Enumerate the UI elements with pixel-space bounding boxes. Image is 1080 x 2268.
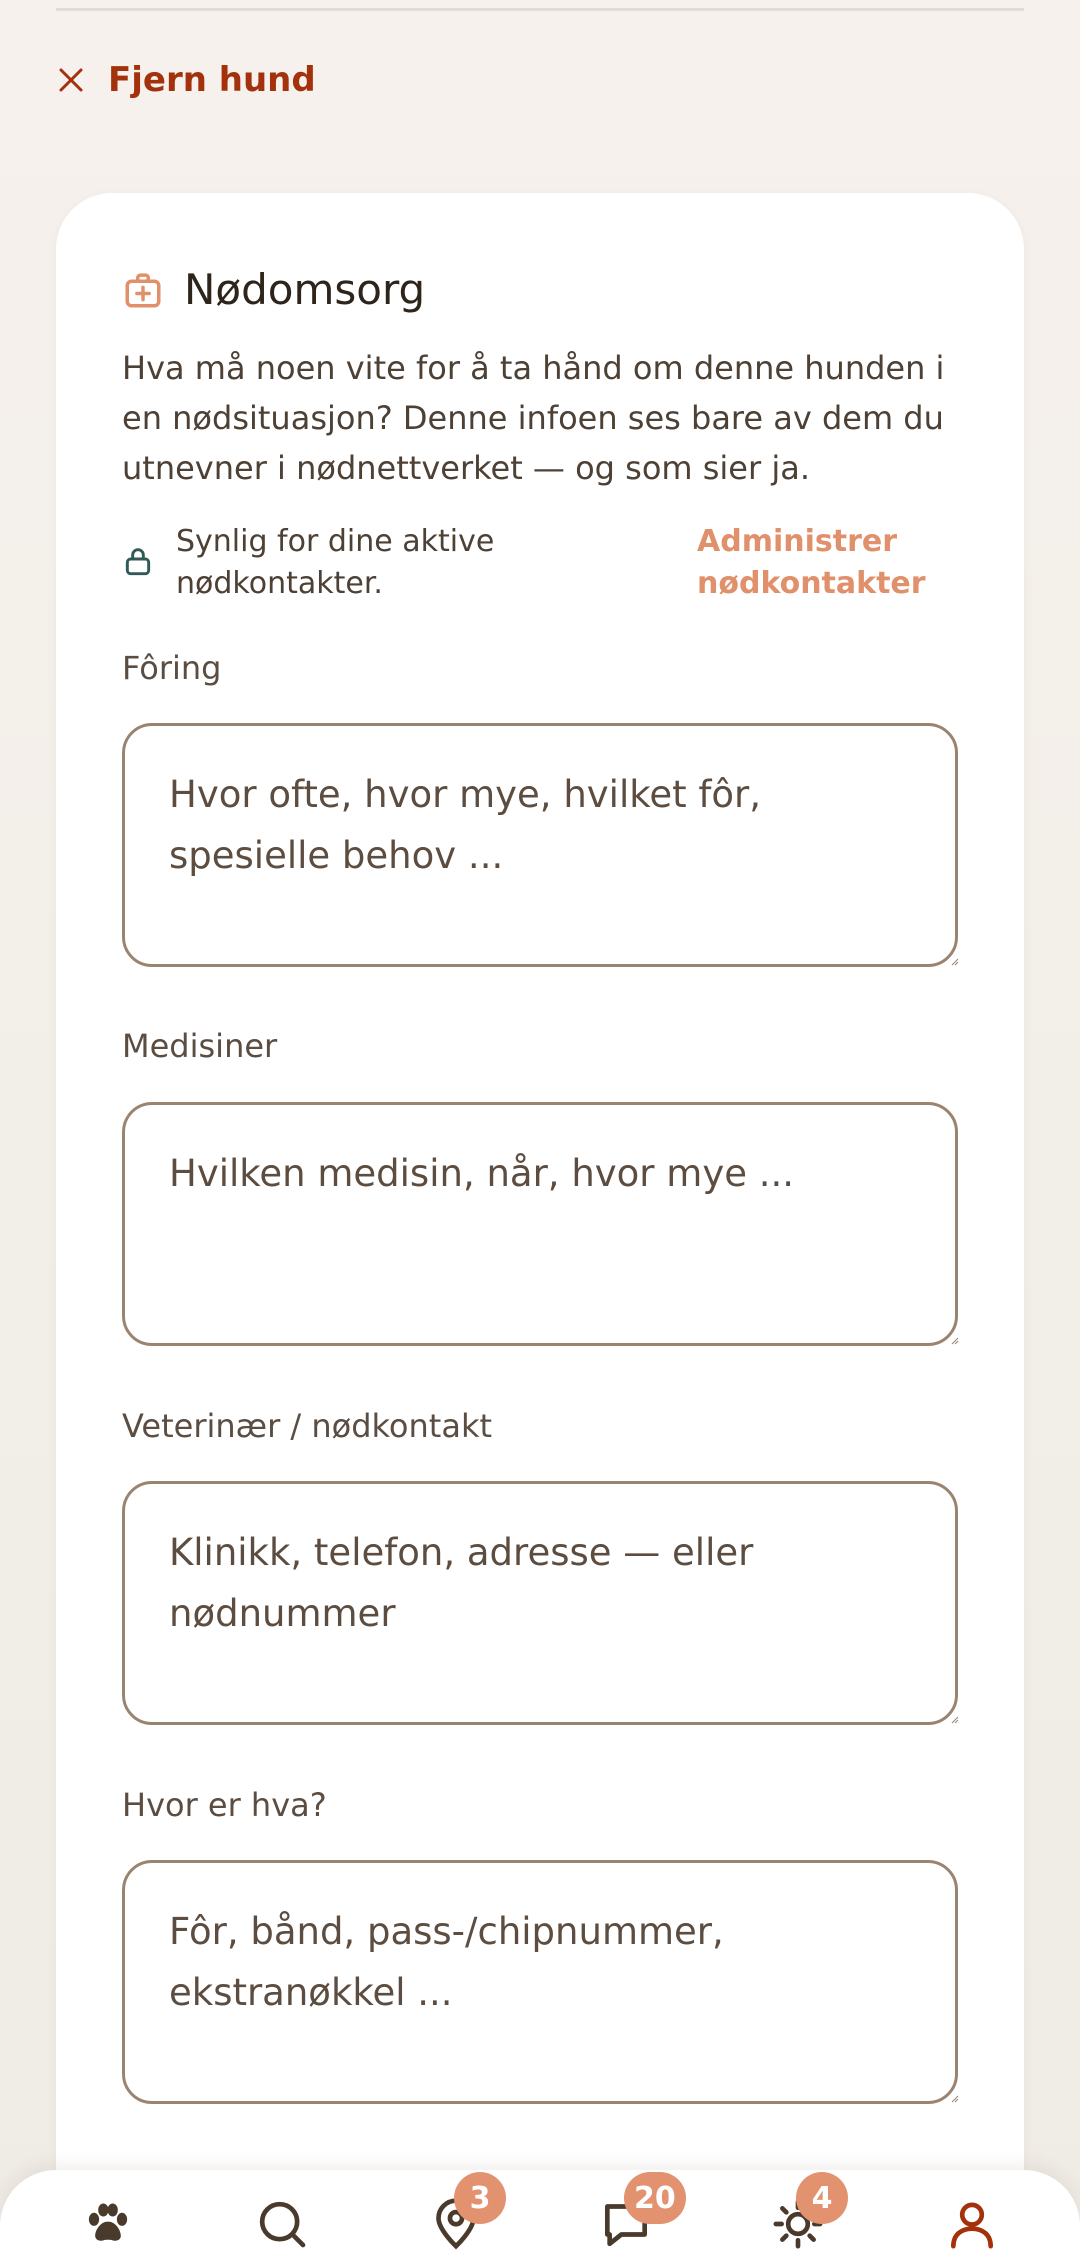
vet-contact-input[interactable] xyxy=(125,1484,955,1722)
manage-contacts-link[interactable]: Administrer nødkontakter xyxy=(697,524,926,601)
resize-grip-icon[interactable] xyxy=(951,958,959,966)
bottom-navigation xyxy=(0,2170,1080,2268)
nav-map[interactable] xyxy=(426,2180,491,2254)
resize-grip-icon[interactable] xyxy=(951,1337,959,1345)
emergency-care-card xyxy=(56,193,1024,2268)
paw-icon xyxy=(80,2196,136,2252)
visibility-text: Synlig for dine aktive nødkontakter. xyxy=(176,524,495,601)
feeding-field xyxy=(122,723,958,967)
first-aid-kit-icon xyxy=(122,269,164,311)
nav-dogs[interactable] xyxy=(78,2194,138,2254)
profile-icon xyxy=(944,2196,1000,2252)
medicine-input[interactable] xyxy=(125,1105,955,1343)
medicine-label: Medisiner xyxy=(122,1027,278,1065)
top-divider xyxy=(56,8,1024,11)
card-title: Nødomsorg xyxy=(184,265,426,314)
card-header xyxy=(122,265,425,314)
nav-profile[interactable] xyxy=(942,2194,1002,2254)
medicine-field xyxy=(122,1102,958,1346)
nav-search[interactable] xyxy=(252,2194,312,2254)
resize-grip-icon[interactable] xyxy=(951,1716,959,1724)
remove-dog-button[interactable] xyxy=(56,56,316,104)
nav-messages[interactable] xyxy=(596,2180,676,2254)
vet-contact-field xyxy=(122,1481,958,1725)
feeding-input[interactable] xyxy=(125,726,955,964)
close-icon xyxy=(56,65,86,95)
resize-grip-icon[interactable] xyxy=(951,2095,959,2103)
search-icon xyxy=(254,2196,310,2252)
vet-contact-label: Veterinær / nødkontakt xyxy=(122,1407,493,1445)
feeding-label: Fôring xyxy=(122,649,222,687)
where-is-what-input[interactable] xyxy=(125,1863,955,2101)
card-description: Hva må noen vite for å ta hånd om denne hunden i en nødsituasjon? Denne infoen ses bare av dem du utnevner i nødnettverket — og som sier ja. xyxy=(122,349,945,487)
messages-badge: 20 xyxy=(624,2172,686,2224)
map-badge: 3 xyxy=(454,2172,506,2224)
remove-dog-label: Fjern hund xyxy=(108,60,316,100)
where-is-what-label: Hvor er hva? xyxy=(122,1786,327,1824)
nav-activity[interactable] xyxy=(768,2180,833,2254)
lock-icon xyxy=(122,545,154,577)
where-is-what-field xyxy=(122,1860,958,2104)
visibility-row xyxy=(122,521,982,611)
activity-badge: 4 xyxy=(796,2172,848,2224)
